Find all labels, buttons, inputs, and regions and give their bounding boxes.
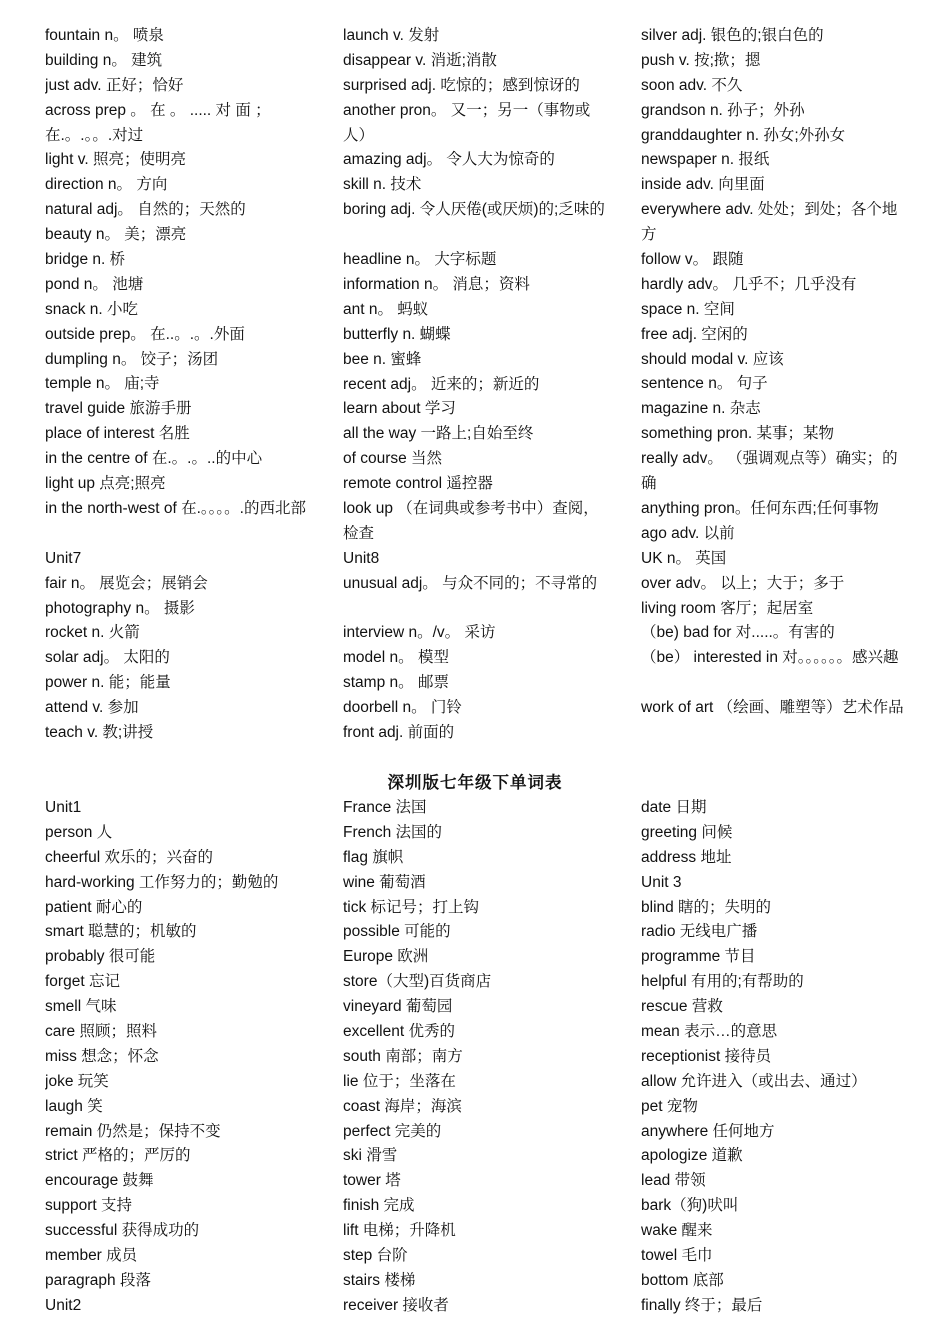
vocab-entry: travel guide 旅游手册 bbox=[45, 400, 192, 418]
vocab-entry: work of art （绘画、雕塑等）艺术作品 bbox=[641, 699, 904, 717]
vocab-entry: hard-working 工作努力的；勤勉的 bbox=[45, 873, 279, 891]
vocab-entry: follow v。 跟随 bbox=[641, 251, 744, 269]
vocab-column-1 bbox=[45, 24, 307, 746]
vocab-entry: rocket n. 火箭 bbox=[45, 624, 140, 642]
vocab-entry: should modal v. 应该 bbox=[641, 350, 784, 368]
vocab-entry: date 日期 bbox=[641, 799, 707, 816]
vocab-entry: soon adv. 不久 bbox=[641, 76, 743, 94]
vocab-entry: rescue 营救 bbox=[641, 998, 723, 1016]
vocab-entry: launch v. 发射 bbox=[343, 27, 440, 44]
vocab-entry: finally 终于；最后 bbox=[641, 1296, 763, 1314]
vocab-entry: smart 聪慧的；机敏的 bbox=[45, 923, 197, 941]
vocab-entry: skill n. 技术 bbox=[343, 176, 422, 194]
vocab-entry: silver adj. 银色的;银白色的 bbox=[641, 27, 824, 44]
vocab-entry: bridge n. 桥 bbox=[45, 251, 126, 269]
unit-heading: Unit2 bbox=[45, 1296, 82, 1314]
vocab-entry: UK n。 英国 bbox=[641, 549, 727, 567]
vocab-entry: excellent 优秀的 bbox=[343, 1023, 455, 1041]
vocab-entry: radio 无线电广播 bbox=[641, 923, 758, 941]
vocab-entry: tower 塔 bbox=[343, 1172, 401, 1190]
vocab-entry: wake 醒来 bbox=[641, 1222, 713, 1240]
vocab-entry: French 法国的 bbox=[343, 823, 443, 841]
vocab-entry: really adv。 （强调观点等）确实；的确 bbox=[641, 450, 898, 493]
vocab-entry: strict 严格的；严厉的 bbox=[45, 1147, 191, 1165]
vocab-entry: support 支持 bbox=[45, 1197, 133, 1215]
vocab-entry: headline n。 大字标题 bbox=[343, 251, 497, 269]
vocab-entry: direction n。 方向 bbox=[45, 176, 168, 194]
vocab-entry: step 台阶 bbox=[343, 1247, 408, 1265]
vocab-entry: something pron. 某事；某物 bbox=[641, 425, 834, 443]
vocab-entry: fair n。 展览会；展销会 bbox=[45, 574, 208, 592]
vocab-entry: stairs 楼梯 bbox=[343, 1271, 416, 1289]
vocab-entry: bottom 底部 bbox=[641, 1271, 724, 1289]
vocab-entry: magazine n. 杂志 bbox=[641, 400, 761, 418]
vocab-entry: greeting 问候 bbox=[641, 823, 733, 841]
vocab-entry: finish 完成 bbox=[343, 1197, 415, 1215]
vocab-entry: photography n。 摄影 bbox=[45, 599, 195, 617]
vocab-entry: just adv. 正好；恰好 bbox=[45, 76, 184, 94]
vocab-entry: living room 客厅；起居室 bbox=[641, 599, 814, 617]
vocab-entry: coast 海岸；海滨 bbox=[343, 1097, 462, 1115]
vocab-entry: France 法国 bbox=[343, 799, 427, 816]
vocab-entry: smell 气味 bbox=[45, 998, 117, 1016]
vocab-entry: learn about 学习 bbox=[343, 400, 456, 418]
vocab-entry: pond n。 池塘 bbox=[45, 275, 144, 293]
vocab-column-2 bbox=[343, 24, 611, 746]
vocab-entry: light up 点亮;照亮 bbox=[45, 475, 166, 493]
vocab-entry: building n。 建筑 bbox=[45, 51, 163, 69]
vocab-entry: encourage 鼓舞 bbox=[45, 1172, 154, 1190]
vocab-entry: recent adj。 近来的；新近的 bbox=[343, 375, 540, 393]
vocab-entry: fountain n。 喷泉 bbox=[45, 27, 164, 44]
vocab-entry: surprised adj. 吃惊的；感到惊讶的 bbox=[343, 76, 580, 94]
vocab-entry: temple n。 庙;寺 bbox=[45, 375, 160, 393]
vocab-entry: mean 表示…的意思 bbox=[641, 1023, 778, 1041]
vocab-entry: allow 允许进入（或出去、通过） bbox=[641, 1072, 867, 1090]
vocab-entry: paragraph 段落 bbox=[45, 1271, 151, 1289]
vocab-entry: lift 电梯；升降机 bbox=[343, 1222, 456, 1240]
vocab-entry: beauty n。 美；漂亮 bbox=[45, 226, 187, 244]
vocab-entry: towel 毛巾 bbox=[641, 1247, 713, 1265]
vocab-entry: all the way 一路上;自始至终 bbox=[343, 425, 534, 443]
vocab-column-1 bbox=[45, 796, 307, 1319]
vocab-entry: care 照顾；照料 bbox=[45, 1023, 157, 1041]
vocab-entry: boring adj. 令人厌倦(或厌烦)的;乏味的 bbox=[343, 201, 605, 219]
vocab-entry: over adv。 以上；大于；多于 bbox=[641, 574, 845, 592]
vocab-entry: programme 节目 bbox=[641, 948, 756, 966]
vocab-entry: of course 当然 bbox=[343, 450, 443, 468]
vocab-entry: free adj. 空闲的 bbox=[641, 325, 748, 343]
vocab-entry: natural adj。 自然的；天然的 bbox=[45, 201, 246, 219]
vocab-entry: probably 很可能 bbox=[45, 948, 156, 966]
vocab-entry: interview n。/v。 采访 bbox=[343, 624, 496, 642]
vocab-entry: bark（狗)吠叫 bbox=[641, 1197, 739, 1215]
vocab-entry: patient 耐心的 bbox=[45, 898, 143, 916]
vocab-entry: look up （在词典或参考书中）查阅，检查 bbox=[343, 499, 599, 542]
vocab-entry: helpful 有用的;有帮助的 bbox=[641, 973, 804, 991]
vocab-entry: ski 滑雪 bbox=[343, 1147, 398, 1165]
unit-heading: Unit 3 bbox=[641, 873, 682, 891]
vocab-entry: address 地址 bbox=[641, 848, 732, 866]
vocab-entry: tick 标记号；打上钩 bbox=[343, 898, 480, 916]
vocab-entry: inside adv. 向里面 bbox=[641, 176, 765, 194]
vocab-entry: remote control 遥控器 bbox=[343, 475, 493, 493]
vocab-entry: outside prep。 在..。.。.外面 bbox=[45, 325, 245, 343]
vocab-entry: anything pron。任何东西;任何事物 bbox=[641, 499, 879, 517]
vocab-entry: across prep 。 在 。 ..... 对 面 ；在.。.。。.对过 bbox=[45, 101, 271, 144]
vocab-entry: another pron。 又一；另一（事物或人） bbox=[343, 101, 591, 144]
vocab-entry: ant n。 蚂蚁 bbox=[343, 300, 429, 318]
unit-heading: Unit8 bbox=[343, 549, 380, 567]
vocab-entry: receptionist 接待员 bbox=[641, 1047, 772, 1065]
vocab-entry: teach v. 教;讲授 bbox=[45, 723, 154, 741]
vocab-entry: ago adv. 以前 bbox=[641, 524, 735, 542]
vocab-entry: snack n. 小吃 bbox=[45, 300, 139, 318]
vocab-entry: south 南部；南方 bbox=[343, 1047, 463, 1065]
vocab-entry: person 人 bbox=[45, 823, 113, 841]
vocab-entry: possible 可能的 bbox=[343, 923, 451, 941]
vocab-entry: miss 想念；怀念 bbox=[45, 1047, 159, 1065]
vocab-entry: flag 旗帜 bbox=[343, 848, 404, 866]
vocab-entry: vineyard 葡萄园 bbox=[343, 998, 453, 1016]
vocab-entry: bee n. 蜜蜂 bbox=[343, 350, 422, 368]
vocab-entry: Europe 欧洲 bbox=[343, 948, 429, 966]
vocab-entry: remain 仍然是；保持不变 bbox=[45, 1122, 221, 1140]
vocab-entry: perfect 完美的 bbox=[343, 1122, 442, 1140]
vocab-entry: butterfly n. 蝴蝶 bbox=[343, 325, 451, 343]
vocab-entry: amazing adj。 令人大为惊奇的 bbox=[343, 151, 555, 169]
vocab-entry: space n. 空间 bbox=[641, 300, 735, 318]
vocab-entry: laugh 笑 bbox=[45, 1097, 103, 1115]
vocab-column-3 bbox=[641, 24, 909, 746]
vocab-entry: successful 获得成功的 bbox=[45, 1222, 200, 1240]
vocab-entry: push v. 按;揿；摁 bbox=[641, 51, 761, 69]
vocab-entry: solar adj。 太阳的 bbox=[45, 649, 170, 667]
vocab-entry: cheerful 欢乐的；兴奋的 bbox=[45, 848, 213, 866]
vocab-entry: power n. 能；能量 bbox=[45, 674, 171, 692]
vocab-entry: pet 宠物 bbox=[641, 1097, 698, 1115]
unit-heading: Unit1 bbox=[45, 799, 82, 816]
vocab-entry: forget 忘记 bbox=[45, 973, 120, 991]
vocab-entry: disappear v. 消逝;消散 bbox=[343, 51, 497, 69]
vocab-column-2 bbox=[343, 796, 611, 1319]
vocab-entry: member 成员 bbox=[45, 1247, 138, 1265]
vocab-entry: store（大型)百货商店 bbox=[343, 973, 492, 991]
vocab-entry: in the centre of 在.。.。..的中心 bbox=[45, 450, 263, 468]
vocab-entry: model n。 模型 bbox=[343, 649, 449, 667]
vocab-entry: dumpling n。 饺子；汤团 bbox=[45, 350, 219, 368]
vocab-entry: blind 瞎的；失明的 bbox=[641, 898, 772, 916]
vocab-entry: stamp n。 邮票 bbox=[343, 674, 449, 692]
vocab-entry: information n。 消息；资料 bbox=[343, 275, 530, 293]
vocab-entry: attend v. 参加 bbox=[45, 699, 139, 717]
vocab-entry: lie 位于；坐落在 bbox=[343, 1072, 456, 1090]
vocab-entry: in the north-west of 在.。。。。.的西北部 bbox=[45, 499, 306, 517]
vocab-entry: place of interest 名胜 bbox=[45, 425, 190, 443]
vocab-column-3 bbox=[641, 796, 909, 1319]
vocab-entry: （be) bad for 对.....。有害的 bbox=[641, 624, 835, 642]
vocab-entry: anywhere 任何地方 bbox=[641, 1122, 775, 1140]
vocab-entry: receiver 接收者 bbox=[343, 1296, 449, 1314]
vocab-entry: newspaper n. 报纸 bbox=[641, 151, 770, 169]
vocab-entry: sentence n。 句子 bbox=[641, 375, 768, 393]
vocab-entry: wine 葡萄酒 bbox=[343, 873, 426, 891]
vocab-entry: joke 玩笑 bbox=[45, 1072, 109, 1090]
vocab-entry: granddaughter n. 孙女;外孙女 bbox=[641, 126, 846, 144]
vocab-entry: grandson n. 孙子；外孙 bbox=[641, 101, 805, 119]
vocab-entry: apologize 道歉 bbox=[641, 1147, 743, 1165]
page-title: 深圳版七年级下单词表 bbox=[387, 773, 563, 792]
vocab-entry: light v. 照亮；使明亮 bbox=[45, 151, 186, 169]
vocab-entry: hardly adv。 几乎不；几乎没有 bbox=[641, 275, 857, 293]
vocab-entry: everywhere adv. 处处；到处；各个地方 bbox=[641, 201, 898, 244]
vocab-entry: front adj. 前面的 bbox=[343, 724, 455, 741]
vocab-entry: lead 带领 bbox=[641, 1172, 706, 1190]
vocab-entry: （be） interested in 对。。。。。。感兴趣 bbox=[641, 649, 899, 667]
vocab-entry: unusual adj。 与众不同的；不寻常的 bbox=[343, 574, 598, 592]
vocab-entry: doorbell n。 门铃 bbox=[343, 699, 462, 717]
unit-heading: Unit7 bbox=[45, 549, 82, 567]
